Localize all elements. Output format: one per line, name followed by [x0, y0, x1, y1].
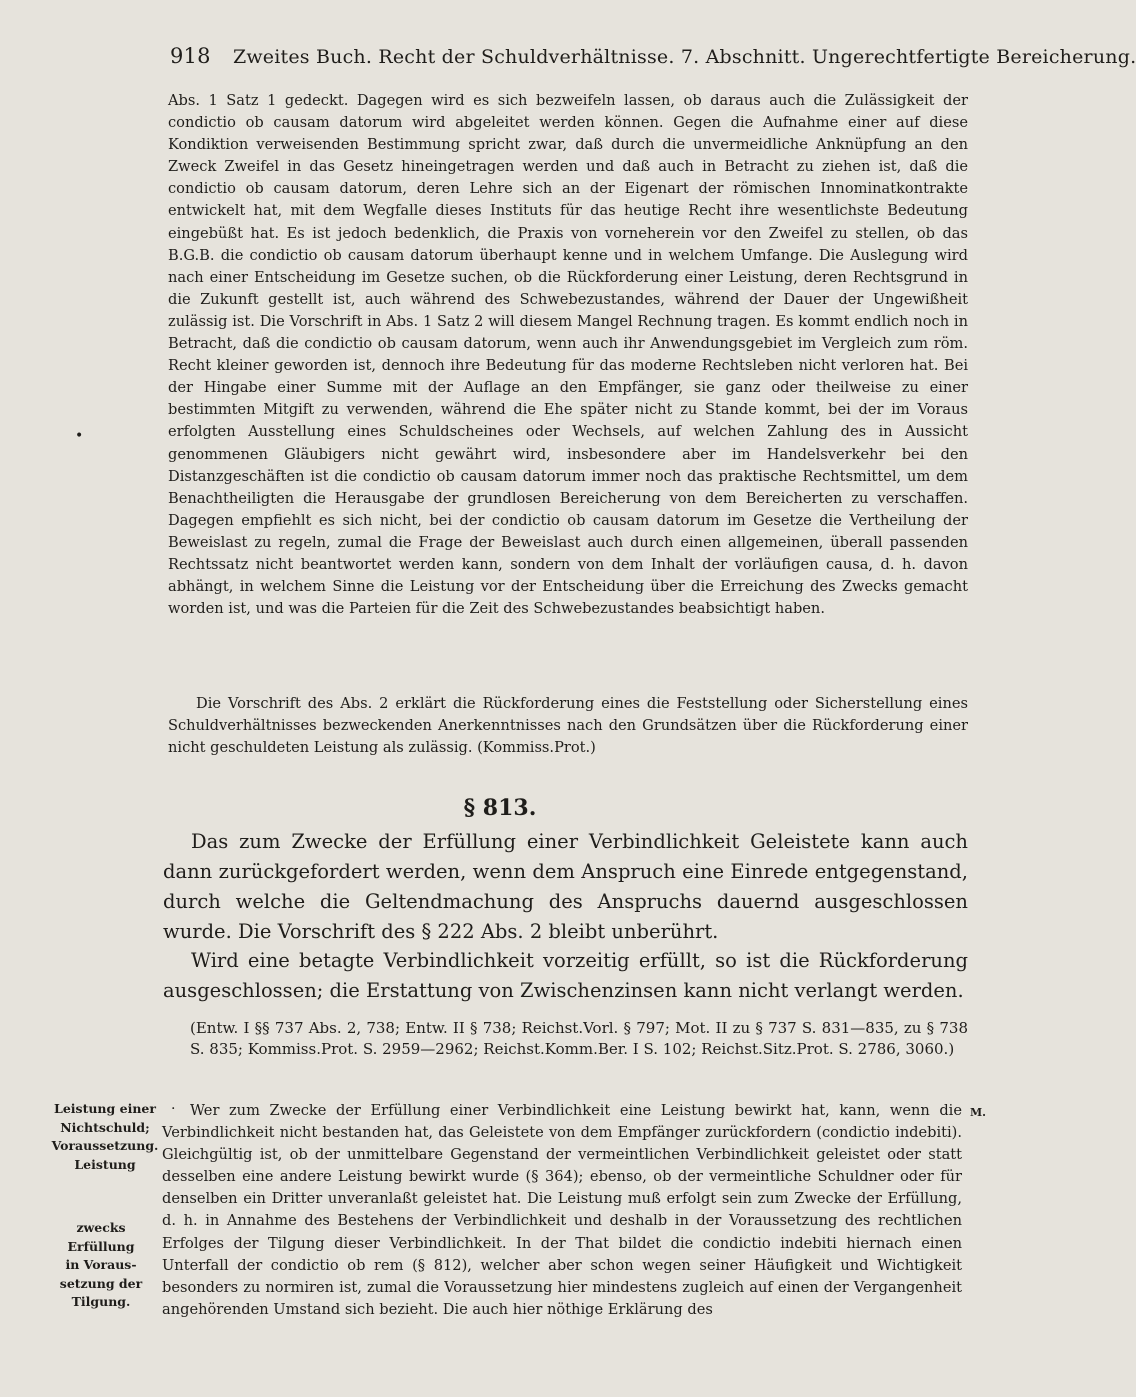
body-paragraph-2: Die Vorschrift des Abs. 2 erklärt die Rückforderung eines die Feststellung oder Sicherstellung eines Schuldverhältnisses bezweckenden Anerkenntnisses nach den Grundsätzen über die Rückforderung einer nicht geschuldeten Leistung als zulässig. (Kommiss.Prot.) [168, 695, 968, 757]
law-paragraph-2: Wird eine betagte Verbindlichkeit vorzeitig erfüllt, so ist die Rückforderung ausgeschlossen; die Erstattung von Zwischenzinsen kann nicht verlangt werden. [163, 949, 968, 1002]
margin-note-1: Leistung einer Nichtschuld; Voraussetzung. Leistung [51, 1101, 159, 1172]
running-title: Zweites Buch. Recht der Schuldverhältnisse. 7. Abschnitt. Ungerechtfertigte Bereicherung. [232, 46, 1136, 68]
page-header [170, 44, 1136, 68]
commentary-paragraph: Wer zum Zwecke der Erfüllung einer Verbindlichkeit eine Leistung bewirkt hat, kann, wenn die Verbindlichkeit nicht bestanden hat, das Geleistete von dem Empfänger zurückfordern (condictio indebiti). Gleichgültig ist, ob der unmittelbare Gegenstand der vermeintlichen Verbindlichkeit geleistet oder statt desselben eine andere Leistung bewirkt wurde (§ 364); ebenso, ob der vermeintliche Schuldner oder für denselben ein Dritter unveranlaßt geleistet hat. Die Leistung muß erfolgt sein zum Zwecke der Erfüllung, d. h. in Annahme des Bestehens der Verbindlichkeit und deshalb in der Voraussetzung des rechtlichen Erfolges der Tilgung dieser Verbindlichkeit. In der That bildet die condictio indebiti hiernach einen Unterfall der condictio ob rem (§ 812), welcher aber schon wegen seiner Häufigkeit und Wichtigkeit besonders zu normiren ist, zumal die Voraussetzung hier mindestens zugleich auf einen der Vergangenheit angehörenden Umstand sich bezieht. Die auch hier nöthige Erklärung des [162, 1102, 962, 1318]
section-heading: § 813. [463, 795, 537, 821]
margin-dot: . [171, 1097, 176, 1113]
legislative-references: (Entw. I §§ 737 Abs. 2, 738; Entw. II § 738; Reichst.Vorl. § 797; Mot. II zu § 737 S. 831—835, zu § 738 S. 835; Kommiss.Prot. S. 2959—2962; Reichst.Komm.Ber. I S. 102; Reichst.Sitz.Prot. S. 2786, 3060.) [190, 1019, 968, 1058]
margin-marker: M. [970, 1106, 987, 1119]
margin-note-2: zwecks Erfüllung in Voraus- setzung der Tilgung. [59, 1220, 143, 1309]
body-paragraph-1: Abs. 1 Satz 1 gedeckt. Dagegen wird es sich bezweifeln lassen, ob daraus auch die Zulässigkeit der condictio ob causam datorum wird abgeleitet werden können. Gegen die Aufnahme einer auf diese Kondiktion verweisenden Bestimmung spricht zwar, daß durch die unvermeidliche Anknüpfung an den Zweck Zweifel in das Gesetz hineingetragen werden und daß auch in Betracht zu ziehen ist, daß die condictio ob causam datorum, deren Lehre sich an der Eigenart der römischen Innominatkontrakte entwickelt hat, mit dem Wegfalle dieses Instituts für das heutige Recht ihre wesentlichste Bedeutung eingebüßt hat. Es ist jedoch bedenklich, die Praxis von vorneherein vor den Zweifel zu stellen, ob das B.G.B. die condictio ob causam datorum überhaupt kenne und in welchem Umfange. Die Auslegung wird nach einer Entscheidung im Gesetze suchen, ob die Rückforderung einer Leistung, deren Rechtsgrund in die Zukunft gestellt ist, auch während des Schwebezustandes, während der Dauer der Ungewißheit zulässig ist. Die Vorschrift in Abs. 1 Satz 2 will diesem Mangel Rechnung tragen. Es kommt endlich noch in Betracht, daß die condictio ob causam datorum, wenn auch ihr Anwendungsgebiet im Vergleich zum röm. Recht kleiner geworden ist, dennoch ihre Bedeutung für das moderne Rechtsleben nicht verloren hat. Bei der Hingabe einer Summe mit der Auflage an den Empfänger, sie ganz oder theilweise zu einer bestimmten Mitgift zu verwenden, während die Ehe später nicht zu Stande kommt, bei der im Voraus erfolgten Ausstellung eines Schuldscheines oder Wechsels, auf welchen Zahlung des in Aussicht genommenen Gläubigers nicht gewährt wird, insbesondere aber im Handelsverkehr bei den Distanzgeschäften ist die condictio ob causam datorum immer noch das praktische Rechtsmittel, um dem Benachtheiligten die Herausgabe der grundlosen Bereicherung von dem Bereicherten zu verschaffen. Dagegen empfiehlt es sich nicht, bei der condictio ob causam datorum im Gesetze die Vertheilung der Beweislast zu regeln, zumal die Frage der Beweislast auch durch einen allgemeinen, überall passenden Rechtssatz nicht beantwortet werden kann, sondern von dem Inhalt der vorläufigen causa, d. h. davon abhängt, in welchem Sinne die Leistung vor der Entscheidung über die Erreichung des Zwecks gemacht worden ist, und was die Parteien für die Zeit des Schwebezustandes beabsichtigt haben. [168, 92, 968, 618]
law-paragraph-1: Das zum Zwecke der Erfüllung einer Verbindlichkeit Geleistete kann auch dann zurückgefordert werden, wenn dem Anspruch eine Einrede entgegenstand, durch welche die Geltendmachung des Anspruchs dauernd ausgeschlossen wurde. Die Vorschrift des § 222 Abs. 2 bleibt unberührt. [163, 830, 968, 943]
page-number: 918 [170, 44, 211, 68]
margin-bullet: • [75, 428, 84, 444]
